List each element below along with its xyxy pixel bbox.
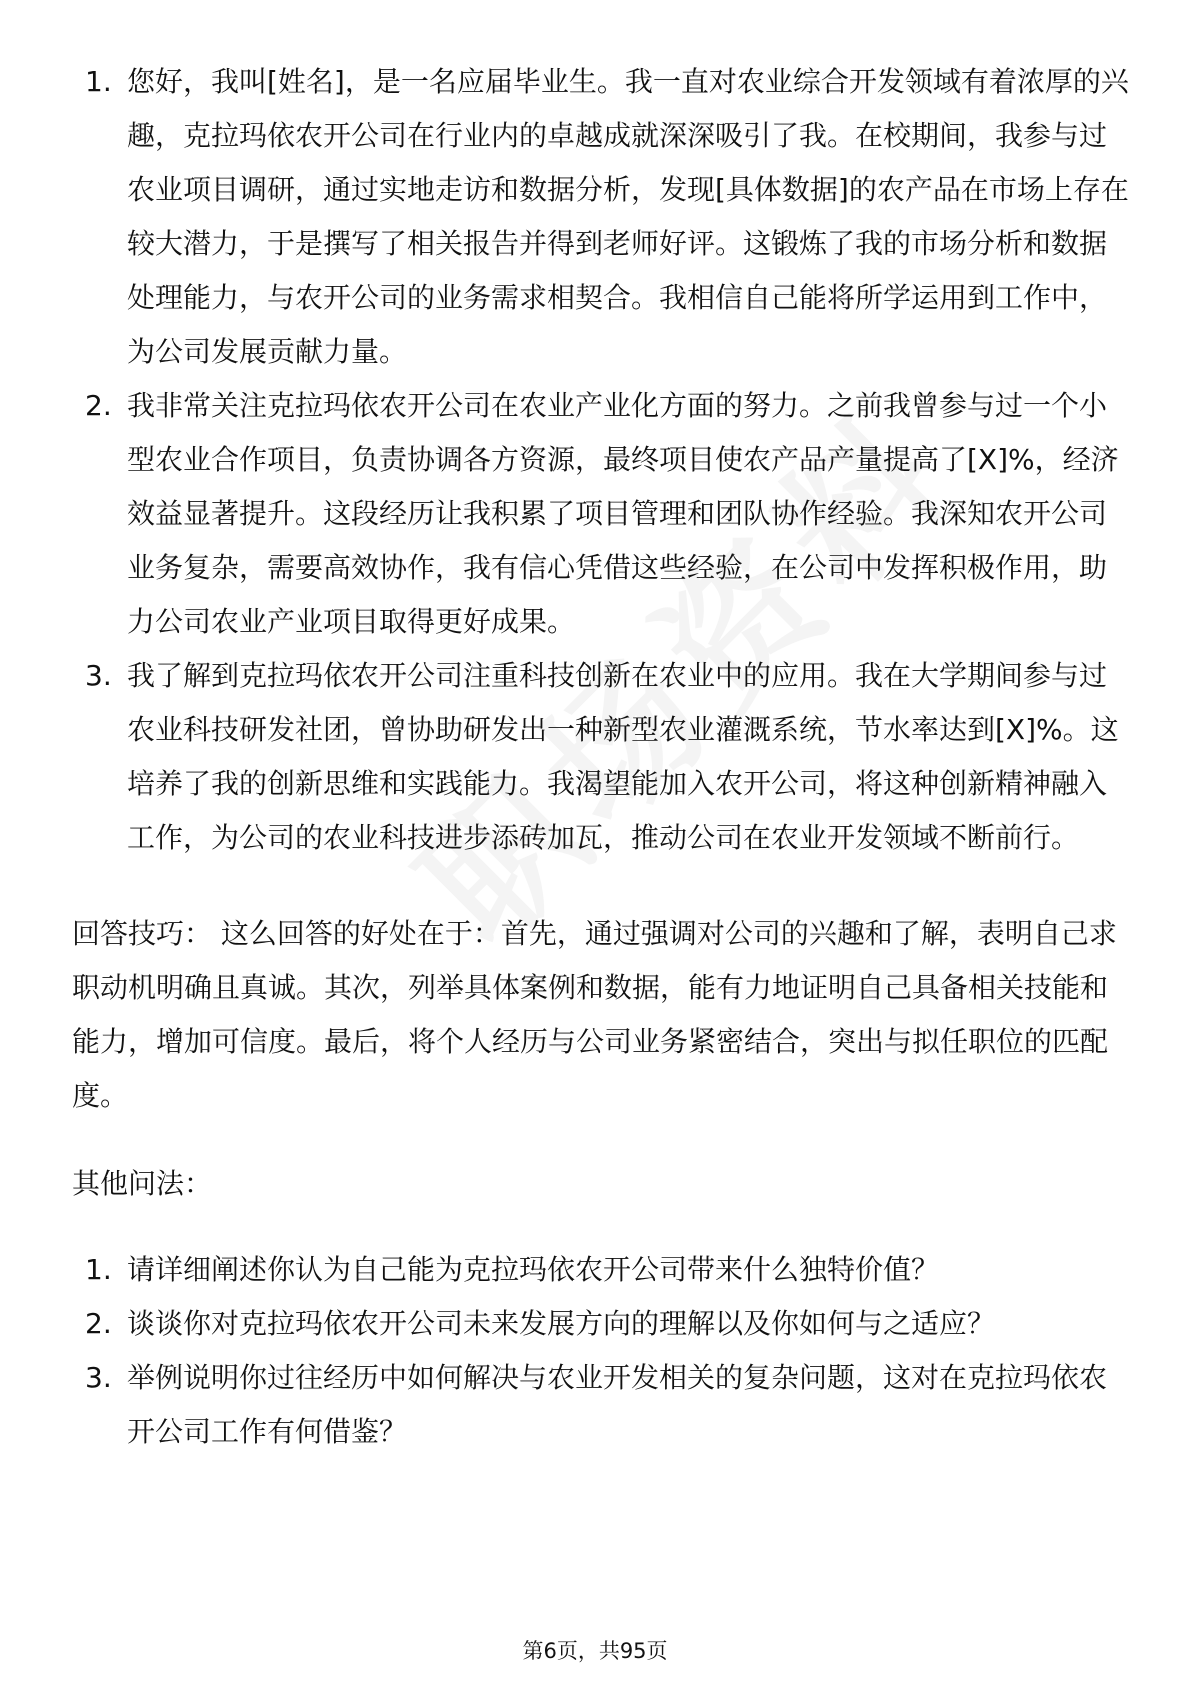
question-number-2: 2. xyxy=(85,1307,112,1340)
answer-tips-paragraph: 回答技巧： 这么回答的好处在于：首先，通过强调对公司的兴趣和了解，表明自己求职动机明确且真诚。其次，列举具体案例和数据，能有力地证明自己具备相关技能和能力，增加可信度。最后，将个人经历与公司业务紧密结合，突出与拟任职位的匹配度。 xyxy=(72,917,1117,1112)
answer-text-2: 我非常关注克拉玛依农开公司在农业产业化方面的努力。之前我曾参与过一个小型农业合作项目，负责协调各方资源，最终项目使农产品产量提高了[X]%，经济效益显著提升。这段经历让我积累了项目管理和团队协作经验。我深知农开公司业务复杂，需要高效协作，我有信心凭借这些经验，在公司中发挥积极作用，助力公司农业产业项目取得更好成果。 xyxy=(127,389,1119,638)
question-number-3: 3. xyxy=(85,1361,112,1394)
other-questions-list xyxy=(72,1243,1132,1459)
other-questions-heading: 其他问法： xyxy=(72,1167,213,1200)
answer-number-1: 1. xyxy=(85,65,112,98)
answer-item-1 xyxy=(72,55,1132,379)
page-number-footer: 第6页，共95页 xyxy=(522,1639,668,1663)
question-number-1: 1. xyxy=(85,1253,112,1286)
question-text-2: 谈谈你对克拉玛依农开公司未来发展方向的理解以及你如何与之适应？ xyxy=(127,1307,996,1340)
question-text-3: 举例说明你过往经历中如何解决与农业开发相关的复杂问题，这对在克拉玛依农开公司工作有何借鉴？ xyxy=(127,1361,1108,1448)
answer-item-3 xyxy=(72,649,1132,865)
answer-text-1: 您好，我叫[姓名]，是一名应届毕业生。我一直对农业综合开发领域有着浓厚的兴趣，克拉玛依农开公司在行业内的卓越成就深深吸引了我。在校期间，我参与过农业项目调研，通过实地走访和数据分析，发现[具体数据]的农产品在市场上存在较大潜力，于是撰写了相关报告并得到老师好评。这锻炼了我的市场分析和数据处理能力，与农开公司的业务需求相契合。我相信自己能将所学运用到工作中，为公司发展贡献力量。 xyxy=(127,65,1129,368)
answer-text-3: 我了解到克拉玛依农开公司注重科技创新在农业中的应用。我在大学期间参与过农业科技研发社团，曾协助研发出一种新型农业灌溉系统，节水率达到[X]%。这培养了我的创新思维和实践能力。我渴望能加入农开公司，将这种创新精神融入工作，为公司的农业科技进步添砖加瓦，推动公司在农业开发领域不断前行。 xyxy=(127,659,1119,854)
question-item-2 xyxy=(72,1297,1132,1351)
page-content xyxy=(72,55,1132,1459)
question-item-1 xyxy=(72,1243,1132,1297)
question-item-3 xyxy=(72,1351,1132,1459)
answer-list xyxy=(72,55,1132,865)
answer-number-3: 3. xyxy=(85,659,112,692)
answer-number-2: 2. xyxy=(85,389,112,422)
answer-item-2 xyxy=(72,379,1132,649)
question-text-1: 请详细阐述你认为自己能为克拉玛依农开公司带来什么独特价值？ xyxy=(127,1253,940,1286)
